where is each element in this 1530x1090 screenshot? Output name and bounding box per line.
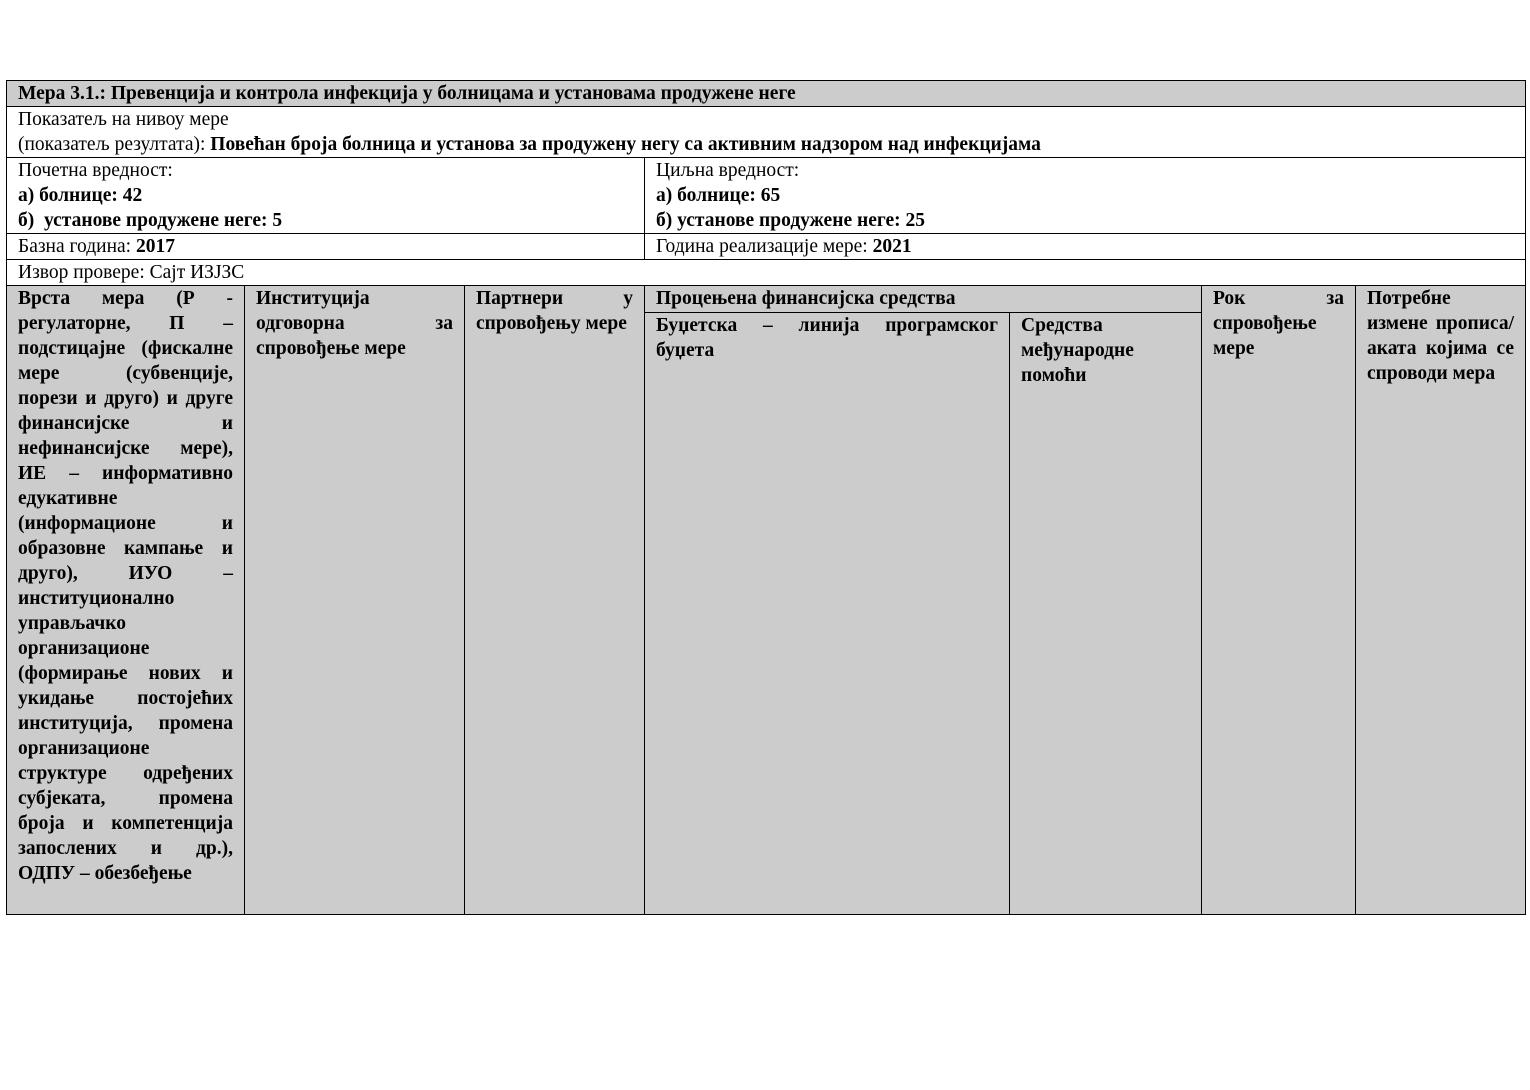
measure-title: Мера 3.1.: Превенција и контрола инфекција у болницама и установама продужене неге xyxy=(7,81,1526,107)
realization-year-cell xyxy=(645,234,1526,260)
baseline-hospitals: а) болнице: 42 xyxy=(18,185,143,206)
base-year-value: 2017 xyxy=(135,236,175,257)
baseline-label: Почетна вредност: xyxy=(18,160,173,181)
indicator-cell xyxy=(7,107,1526,158)
col-budget-line: Буџетска – линија програмског буџета xyxy=(645,313,1010,915)
measure-table xyxy=(6,80,1526,915)
verification-source: Извор провере: Сајт ИЗЈЗС xyxy=(7,260,1526,286)
target-hospitals: а) болнице: 65 xyxy=(656,185,781,206)
realization-year-label: Година реализације мере: xyxy=(656,236,873,257)
indicator-label-line1: Показатељ на нивоу мере xyxy=(18,109,229,130)
col-regulation-changes: Потребне измене прописа/аката којима се спроводи мера xyxy=(1356,286,1526,915)
target-label: Циљна вредност: xyxy=(656,160,800,181)
realization-year-value: 2021 xyxy=(872,236,912,257)
col-international-aid: Средства међународне помоћи xyxy=(1010,313,1202,915)
base-year-label: Базна година: xyxy=(18,236,136,257)
col-measure-type xyxy=(7,286,245,915)
col-financial: Процењена финансијска средства xyxy=(645,286,1202,313)
target-cell xyxy=(645,158,1526,234)
indicator-value: Повећан броја болница и установа за продужену негу са активним надзором над инфекцијама xyxy=(210,134,1041,155)
col-partners: Партнери у спровођењу мере xyxy=(465,286,645,915)
baseline-cell xyxy=(7,158,645,234)
col-institution: Институција одговорна за спровођење мере xyxy=(245,286,465,915)
target-long-term-care: б) установе продужене неге: 25 xyxy=(656,210,925,231)
indicator-label-line2: (показатељ резултата): xyxy=(18,134,211,155)
col-deadline: Рок за спровођење мере xyxy=(1202,286,1356,915)
col-measure-type-text: Врста мера (Р - регулаторне, П – подстицајне (фискалне мере (субвенције, порези и друго) и друге финансијске и нефинансијске мере), ИЕ – информативно едукативне (информационе и образовне кампање и друго), ИУО – институционално управљачко организационе (формирање нових и укидање постојећих институција, промена организационе структуре одређених субјеката, промена броја и компетенција запослених и др.), ОДПУ – обезбеђење xyxy=(18,288,233,884)
base-year-cell xyxy=(7,234,645,260)
baseline-long-term-care: б) установе продужене неге: 5 xyxy=(18,210,283,231)
